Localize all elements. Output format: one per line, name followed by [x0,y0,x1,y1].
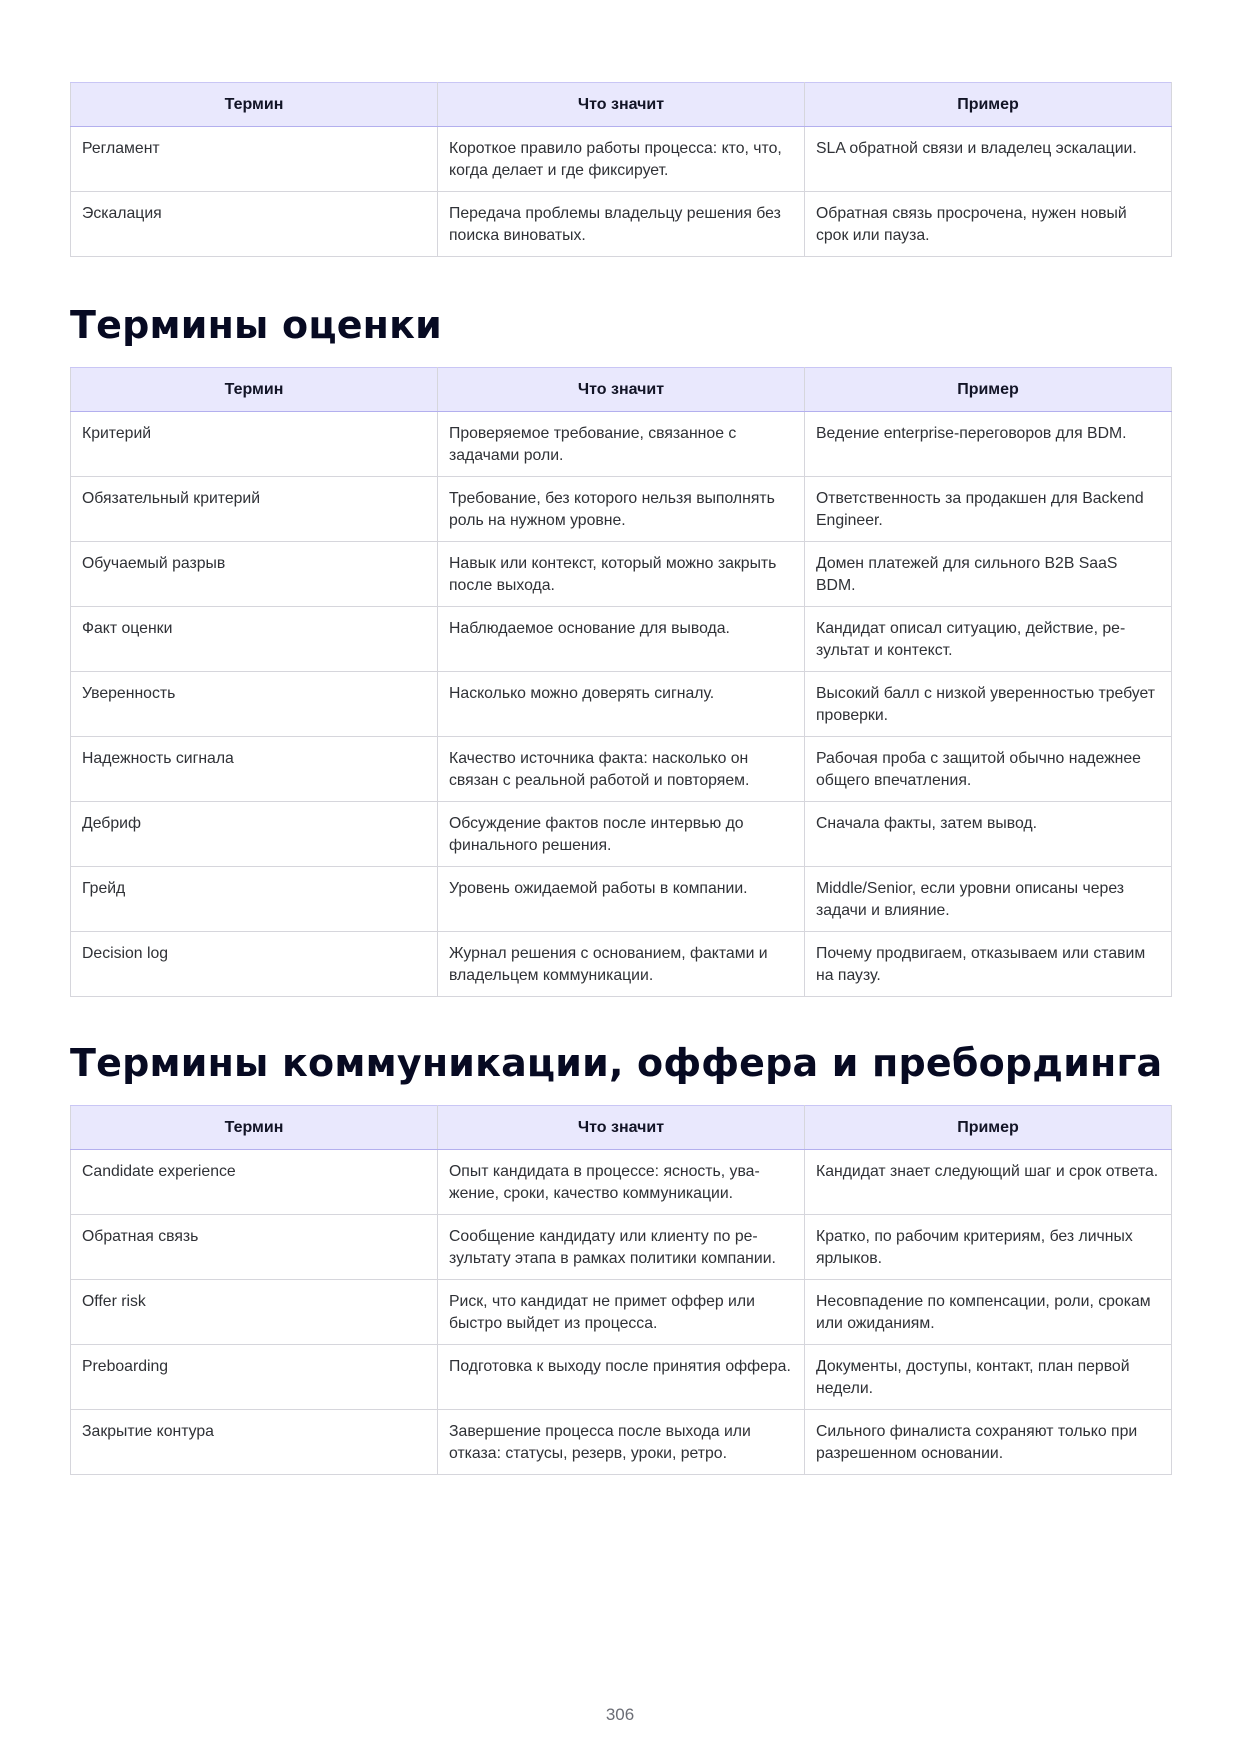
cell-meaning: Завершение процесса после выхода или отказа: статусы, резерв, уроки, ретро. [438,1410,805,1475]
table-row [71,127,1172,192]
table-body [71,127,1172,257]
cell-meaning: Обсуждение фактов после интервью до финального решения. [438,802,805,867]
cell-term: Preboarding [71,1345,438,1410]
section-title-evaluation: Термины оценки [70,303,442,347]
cell-term: Уверенность [71,672,438,737]
evaluation-terms-table [70,367,1172,997]
cell-term: Decision log [71,932,438,997]
table-row [71,737,1172,802]
cell-example: Кандидат описал ситуацию, действие, результат и контекст. [805,607,1172,672]
cell-example: Кратко, по рабочим критериям, без личных ярлыков. [805,1215,1172,1280]
cell-example: Домен платежей для сильного B2B SaaS BDM. [805,542,1172,607]
cell-term: Candidate experience [71,1150,438,1215]
cell-term: Факт оценки [71,607,438,672]
cell-example: Обратная связь просрочена, нужен новый срок или пауза. [805,192,1172,257]
table-header-row [71,83,1172,127]
cell-example: Кандидат знает следующий шаг и срок ответа. [805,1150,1172,1215]
table-row [71,1345,1172,1410]
cell-term: Обучаемый разрыв [71,542,438,607]
header-example: Пример [805,368,1172,412]
cell-term: Дебриф [71,802,438,867]
header-example: Пример [805,83,1172,127]
cell-term: Критерий [71,412,438,477]
cell-term: Обратная связь [71,1215,438,1280]
table-row [71,672,1172,737]
cell-example: SLA обратной связи и владелец эскалации. [805,127,1172,192]
cell-meaning: Навык или контекст, который можно закрыть после выхода. [438,542,805,607]
cell-meaning: Уровень ожидаемой работы в компании. [438,867,805,932]
table-header-row [71,368,1172,412]
table-body [71,1150,1172,1475]
table-row [71,542,1172,607]
header-term: Термин [71,83,438,127]
table-row [71,932,1172,997]
cell-example: Сначала факты, затем вывод. [805,802,1172,867]
table-row [71,867,1172,932]
cell-meaning: Короткое правило работы процесса: кто, что, когда делает и где фиксирует. [438,127,805,192]
cell-example: Рабочая проба с защитой обычно надежнее общего впечатления. [805,737,1172,802]
cell-term: Эскалация [71,192,438,257]
cell-example: Высокий балл с низкой уверенностью требует проверки. [805,672,1172,737]
table-row [71,1410,1172,1475]
table-body [71,412,1172,997]
section-title-communication: Термины коммуникации, оффера и пребординга [70,1041,1163,1085]
header-meaning: Что значит [438,83,805,127]
cell-meaning: Сообщение кандидату или клиенту по результату этапа в рамках политики компании. [438,1215,805,1280]
communication-terms-table [70,1105,1172,1475]
cell-term: Offer risk [71,1280,438,1345]
cell-term: Регламент [71,127,438,192]
header-term: Термин [71,1106,438,1150]
cell-meaning: Требование, без которого нельзя выполнять роль на нужном уровне. [438,477,805,542]
header-meaning: Что значит [438,368,805,412]
intro-terms-table [70,82,1172,257]
table-row [71,1150,1172,1215]
cell-meaning: Риск, что кандидат не примет оффер или быстро выйдет из процесса. [438,1280,805,1345]
cell-meaning: Качество источника факта: насколько он связан с реальной работой и повторяем. [438,737,805,802]
table-row [71,607,1172,672]
table-row [71,1215,1172,1280]
table-row [71,477,1172,542]
table-row [71,192,1172,257]
page-number: 306 [605,1705,635,1724]
cell-term: Закрытие контура [71,1410,438,1475]
cell-term: Надежность сигнала [71,737,438,802]
cell-term: Грейд [71,867,438,932]
cell-example: Ответственность за продакшен для Backend Engineer. [805,477,1172,542]
cell-example: Документы, доступы, контакт, план первой недели. [805,1345,1172,1410]
table-row [71,1280,1172,1345]
cell-meaning: Опыт кандидата в процессе: ясность, уважение, сроки, качество коммуникации. [438,1150,805,1215]
header-term: Термин [71,368,438,412]
table-row [71,802,1172,867]
document-page [70,82,1171,1475]
cell-example: Несовпадение по компенсации, роли, срокам или ожиданиям. [805,1280,1172,1345]
header-meaning: Что значит [438,1106,805,1150]
cell-meaning: Наблюдаемое основание для вывода. [438,607,805,672]
cell-meaning: Журнал решения с основанием, фактами и владельцем коммуникации. [438,932,805,997]
table-row [71,412,1172,477]
cell-example: Middle/Senior, если уровни описаны через задачи и влияние. [805,867,1172,932]
cell-meaning: Насколько можно доверять сигналу. [438,672,805,737]
header-example: Пример [805,1106,1172,1150]
cell-example: Почему продвигаем, отказываем или ставим на паузу. [805,932,1172,997]
cell-example: Ведение enterprise-переговоров для BDM. [805,412,1172,477]
cell-example: Сильного финалиста сохраняют только при разрешенном основании. [805,1410,1172,1475]
cell-meaning: Подготовка к выходу после принятия оффера. [438,1345,805,1410]
cell-meaning: Проверяемое требование, связанное с задачами роли. [438,412,805,477]
table-header-row [71,1106,1172,1150]
cell-meaning: Передача проблемы владельцу решения без поиска виноватых. [438,192,805,257]
cell-term: Обязательный критерий [71,477,438,542]
